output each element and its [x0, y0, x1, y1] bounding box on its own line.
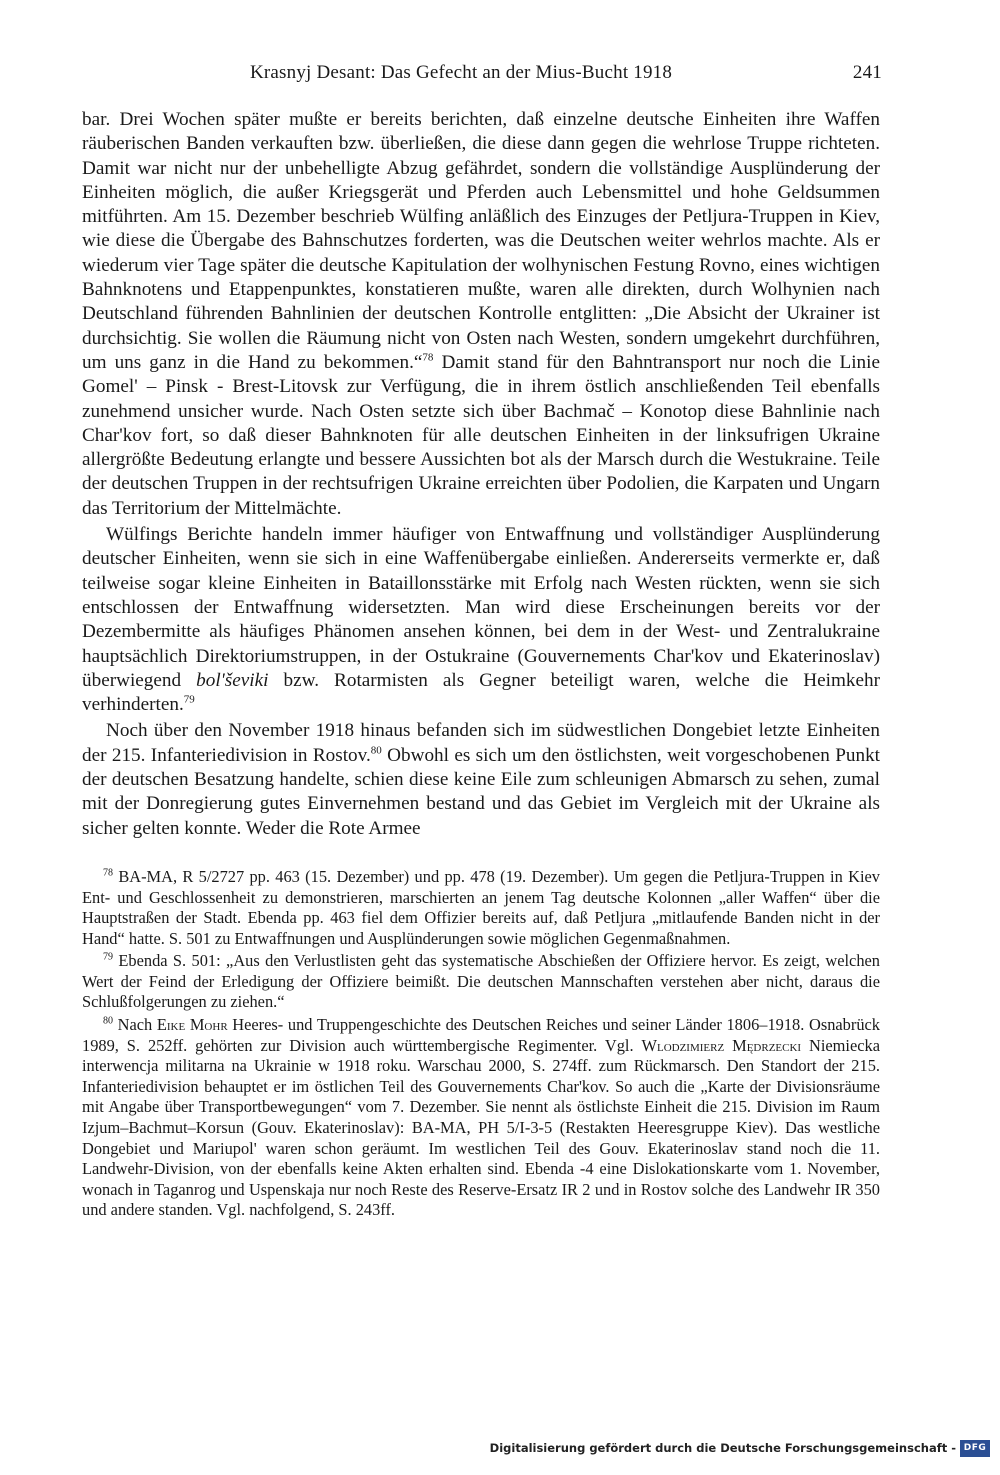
footnotes: [82, 867, 880, 1221]
footnote-80-number: 80: [103, 1015, 113, 1027]
footnote-80-middle: Heeres- und Truppengeschichte des Deutschen Reiches und seiner Länder 1806–1918. Osnabrück 1989, S. 252ff. gehörten zur Division auch württembergische Regimenter. Vgl.: [82, 1015, 880, 1055]
running-title: Krasnyj Desant: Das Gefecht an der Mius-Bucht 1918: [249, 62, 673, 83]
body-text: [82, 108, 880, 841]
footnote-ref-80: 80: [370, 744, 382, 757]
footnote-78: [82, 867, 880, 949]
footnote-78-text: BA-MA, R 5/2727 pp. 463 (15. Dezember) und pp. 478 (19. Dezember). Um gegen die Petljura-Truppen in Kiev Ent- und Geschlossenheit zu demonstrieren, marschierten an jenem Tag deutsche Kolonnen „aller Waffen“ über die Hauptstraßen der Stadt. Ebenda pp. 463 fiel dem Offizier bereits auf, daß Petljura „mitlaufende Banden nicht in der Hand“ hatte. S. 501 zu Entwaffnungen und Ausplünderungen sowie möglichen Gegenmaßnahmen.: [82, 866, 880, 948]
paragraph-1-part-a: bar. Drei Wochen später mußte er bereits berichten, daß einzelne deutsche Einheiten ihre Waffen räuberischen Banden verkauften bzw. überließen, die diese dann gegen die wehrlose Truppe richteten. Damit war nicht nur der unbehelligte Abzug gefährdet, sondern die vollständige Ausplünderung der Einheiten möglich, die außer Kriegsgerät und Pferden auch Lebensmittel und hohe Geldsummen mitführten. Am 15. Dezember beschrieb Wülfing anläßlich des Einzuges der Petljura-Truppen in Kiev, wie diese die Übergabe des Bahnschutzes forderten, was die Deutschen weiter wehrlos machte. Als er wiederum vier Tage später die deutsche Kapitulation der wolhynischen Festung Rovno, eines wichtigen Bahnknotens und Etappenpunktes, konstatieren mußte, waren alle direkten, durch Wolhynien nach Deutschland führenden Bahnlinien der deutschen Kontrolle entglitten: „Die Absicht der Ukrainer ist durchsichtig. Sie wollen die Räumung nicht von Osten nach Westen, sondern umgekehrt durchführen, um uns ganz in die Hand zu bekommen.“: [82, 109, 880, 373]
digitization-banner: [490, 1437, 990, 1459]
banner-text: Digitalisierung gefördert durch die Deutsche Forschungsgemeinschaft -: [489, 1441, 956, 1455]
footnote-79-number: 79: [103, 951, 113, 963]
footnote-ref-79: 79: [183, 693, 195, 706]
footnote-78-number: 78: [103, 867, 113, 879]
footnote-80-prefix: Nach: [113, 1015, 157, 1035]
footnote-80-rest: Niemiecka interwencja militarna na Ukrainie w 1918 roku. Warschau 2000, S. 274ff. zum Rückmarsch. Den Standort der 215. Infanteriedivision behauptet er im östlichen Teil des Gouvernements Char'kov. So auch die „Karte der Divisionsräume mit Angabe über Transportbewegungen“ vom 7. Dezember. Sie nennt als östlichste Einheit die 215. Division im Raum Izjum–Bachmut–Korsun (Gouv. Ekaterinoslav): BA-MA, PH 5/I-3-5 (Restakten Heeresgruppe Kiev). Das westliche Dongebiet und Mariupol' waren schon geräumt. Im westlichen Teil des Gouv. Ekaterinoslav stand noch die 11. Landwehr-Division, von der ebenfalls keine Akten erhalten sind. Ebenda -4 eine Dislokationskarte vom 1. November, wonach in Taganrog und Uspenskaja nur noch Reste des Reserve-Ersatz IR 2 und in Rostov solche des Landwehr IR 350 und andere standen. Vgl. nachfolgend, S. 243ff.: [82, 1035, 880, 1220]
dfg-logo-icon: DFG: [960, 1440, 990, 1457]
footnote-80: [82, 1015, 880, 1221]
paragraph-3: [82, 719, 880, 840]
paragraph-3-part-b: Obwohl es sich um den östlichsten, weit vorgeschobenen Punkt der deutschen Besatzung handelte, schien diese keine Eile zum schleunigen Abmarsch zu sehen, zumal mit der Donregierung gutes Einvernehmen bestand und das Gebiet im Vergleich mit der Ukraine als sicher gelten konnte. Weder die Rote Armee: [82, 744, 880, 839]
paragraph-2-part-b: bzw. Rotarmisten als Gegner beteiligt waren, welche die Heimkehr verhinderten.: [82, 669, 880, 716]
book-page: [82, 52, 880, 1223]
paragraph-2-italic-term: bol'ševiki: [196, 669, 269, 691]
paragraph-1: [82, 108, 880, 521]
running-header: [82, 52, 880, 86]
footnote-ref-78: 78: [422, 351, 434, 364]
paragraph-2-part-a: Wülfings Berichte handeln immer häufiger von Entwaffnung und vollständiger Ausplünderung deutscher Einheiten, wenn sie sich in eine Waffenübergabe einließen. Andererseits vermerkte er, daß teilweise sogar kleine Einheiten in Bataillonsstärke mit Erfolg nach Westen rückten, wenn sie sich entschlossen der Entwaffnung widersetzten. Man wird diese Erscheinungen bereits vor der Dezembermitte als häufiges Phänomen ansehen können, bei dem in der West- und Zentralukraine hauptsächlich Direktoriumstruppen, in der Ostukraine (Gouvernements Char'kov und Ekaterinoslav) überwiegend: [82, 524, 880, 691]
paragraph-2: [82, 523, 880, 717]
footnote-80-author-1: Eike Mohr: [156, 1015, 228, 1035]
page-number: 241: [852, 62, 882, 83]
footnote-79: [82, 951, 880, 1013]
paragraph-1-part-b: Damit stand für den Bahntransport nur noch die Linie Gomel' – Pinsk - Brest-Litovsk zur Verfügung, die in ihrem östlich anschließenden Teil ebenfalls zunehmend unsicher wurde. Nach Osten setzte sich über Bachmač – Konotop diese Bahnlinie nach Char'kov fort, so daß dieser Bahnknoten für alle deutschen Einheiten in der linksufrigen Ukraine allergrößte Bedeutung erlangte und bessere Aussichten bot als der Marsch durch die Westukraine. Teile der deutschen Truppen in der rechtsufrigen Ukraine erreichten über Podolien, die Karpaten und Ungarn das Territorium der Mittelmächte.: [82, 351, 881, 519]
footnote-80-author-2: Wlodzimierz Mędrzecki: [641, 1035, 802, 1055]
paragraph-3-part-a: Noch über den November 1918 hinaus befanden sich im südwestlichen Dongebiet letzte Einheiten der 215. Infanteriedivision in Rostov.: [82, 720, 880, 766]
footnote-79-text: Ebenda S. 501: „Aus den Verlustlisten geht das systematische Abschießen der Offiziere hervor. Es zeigt, welchen Wert der Feind der Erledigung der Offiziere beimißt. Die deutschen Mannschaften verstehen aber nicht, daraus die Schlußfolgerungen zu ziehen.“: [82, 951, 880, 1012]
